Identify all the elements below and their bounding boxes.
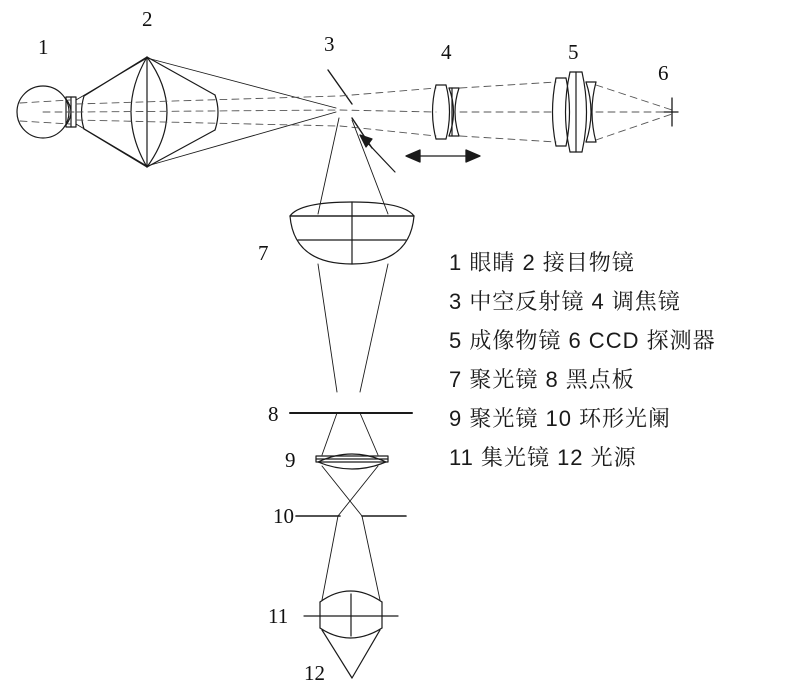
callout-7: 7 bbox=[258, 241, 269, 265]
callout-4: 4 bbox=[441, 40, 452, 64]
legend-line: 3 中空反射镜 4 调焦镜 bbox=[449, 289, 681, 314]
callout-1: 1 bbox=[38, 35, 49, 59]
legend-line: 9 聚光镜 10 环形光阑 bbox=[449, 406, 672, 431]
ccd-detector-element bbox=[664, 98, 678, 126]
focusing-lens-element bbox=[433, 85, 460, 139]
legend bbox=[449, 252, 785, 486]
legend-line: 5 成像物镜 6 CCD 探测器 bbox=[449, 328, 716, 353]
light-source-element bbox=[322, 630, 380, 678]
callout-3: 3 bbox=[324, 32, 335, 56]
callout-5: 5 bbox=[568, 40, 579, 64]
legend-line: 7 聚光镜 8 黑点板 bbox=[449, 367, 635, 392]
legend-line: 11 集光镜 12 光源 bbox=[449, 445, 637, 470]
callout-10: 10 bbox=[273, 504, 294, 528]
condenser-lens-7-element bbox=[290, 202, 414, 264]
callout-9: 9 bbox=[285, 448, 296, 472]
callout-12: 12 bbox=[304, 661, 325, 685]
callout-11: 11 bbox=[268, 604, 289, 628]
callout-2: 2 bbox=[142, 7, 153, 31]
callout-8: 8 bbox=[268, 402, 279, 426]
callout-6: 6 bbox=[658, 61, 669, 85]
imaging-objective-element bbox=[553, 72, 597, 152]
collecting-lens-element bbox=[304, 591, 398, 638]
focus-translation-arrow bbox=[406, 150, 480, 162]
legend-line: 1 眼睛 2 接目物镜 bbox=[449, 250, 635, 275]
